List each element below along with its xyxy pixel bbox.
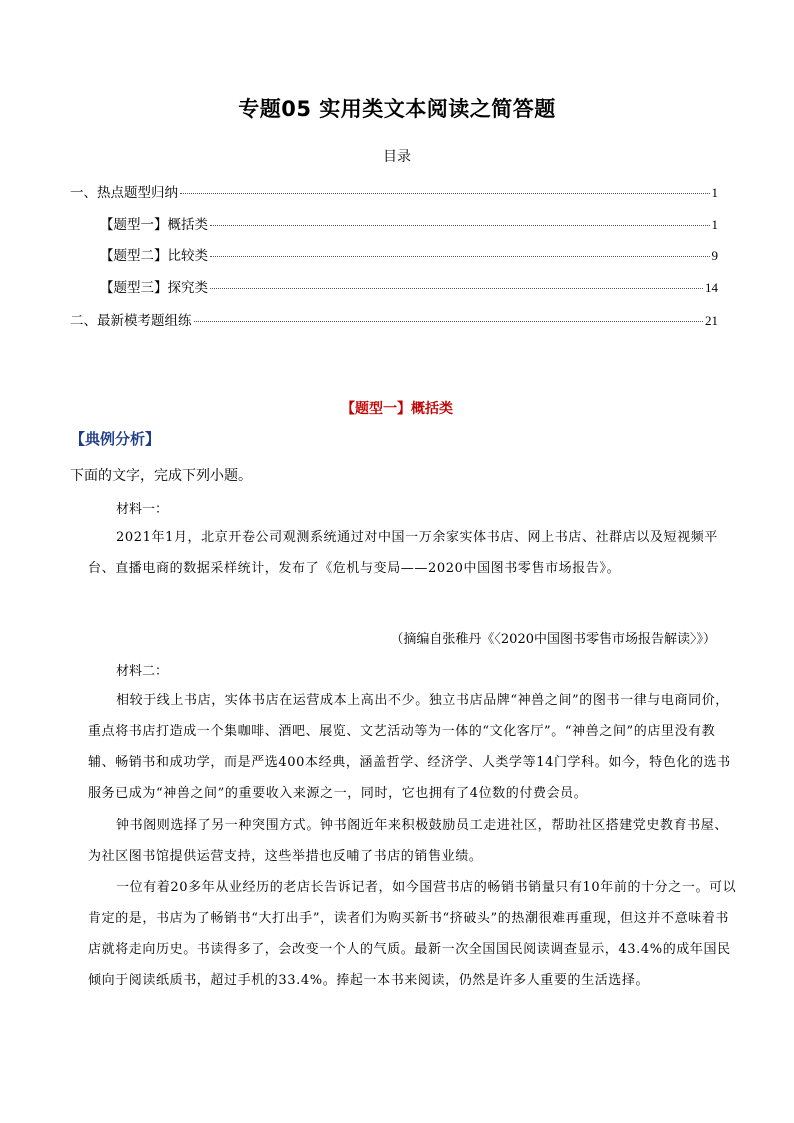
- material-two-paragraph: 钟书阁则选择了另一种突围方式。钟书阁近年来积极鼓励员工走进社区，帮助社区搭建党史教育书屋、为社区图书馆提供运营支持，这些举措也反哺了书店的销售业绩。: [88, 818, 729, 864]
- toc-entry-label: 【题型三】探究类: [100, 280, 208, 296]
- toc-leader-dots: [210, 256, 710, 257]
- question-intro: 下面的文字，完成下列小题。: [70, 468, 252, 484]
- toc-heading: 目录: [383, 149, 411, 165]
- toc-entry-label: 【题型二】比较类: [100, 248, 208, 264]
- material-two-label: 材料二：: [116, 664, 169, 679]
- toc-entry-label: 一、热点题型归纳: [70, 185, 178, 201]
- toc-entry[interactable]: [70, 309, 718, 329]
- material-two-paragraph: 一位有着20多年从业经历的老店长告诉记者，如今国营书店的畅销书销量只有10年前的十分之一。可以肯定的是，书店为了畅销书“大打出手”，读者们为购买新书“挤破头”的热潮很难再重现，但这并不意味着书店就将走向历史。书读得多了，会改变一个人的气质。最新一次全国国民阅读调查显示，43.4%的成年国民倾向于阅读纸质书，超过手机的33.4%。捧起一本书来阅读，仍然是许多人重要的生活选择。: [88, 880, 737, 988]
- example-analysis-label: 【典例分析】: [70, 430, 161, 448]
- toc-entry-label: 二、最新模考题组练: [70, 313, 192, 329]
- toc-entry-page: 1: [711, 185, 718, 200]
- toc-leader-dots: [210, 288, 703, 289]
- toc-entry-page: 1: [711, 217, 718, 232]
- section-title: 【题型一】概括类: [341, 401, 453, 417]
- toc-leader-dots: [194, 321, 704, 322]
- toc-entry[interactable]: [100, 213, 718, 233]
- document-title: 专题05 实用类文本阅读之简答题: [238, 97, 556, 121]
- toc-leader-dots: [210, 225, 710, 226]
- toc-entry-page: 21: [705, 313, 718, 328]
- material-one-text: 2021年1月，北京开卷公司观测系统通过对中国一万余家实体书店、网上书店、社群店以及短视频平台、直播电商的数据采样统计，发布了《危机与变局——2020中国图书零售市场报告》。: [88, 530, 718, 576]
- material-two-paragraph: 相较于线上书店，实体书店在运营成本上高出不少。独立书店品牌“神兽之间”的图书一律与电商同价，重点将书店打造成一个集咖啡、酒吧、展览、文艺活动等为一体的“文化客厅”。“神兽之间”的店里没有教辅、畅销书和成功学，而是严选400本经典，涵盖哲学、经济学、人类学等14门学科。如今，特色化的选书服务已成为“神兽之间”的重要收入来源之一，同时，它也拥有了4位数的付费会员。: [88, 693, 731, 801]
- material-one-source: （摘编自张稚丹《〈2020中国图书零售市场报告解读〉》）: [390, 632, 716, 647]
- toc-entry[interactable]: [100, 244, 718, 264]
- toc-entry-page: 9: [711, 248, 718, 263]
- toc-entry[interactable]: [70, 181, 718, 201]
- material-one-label: 材料一：: [116, 502, 169, 517]
- toc-entry-page: 14: [705, 280, 718, 295]
- toc-leader-dots: [180, 193, 710, 194]
- toc-entry-label: 【题型一】概括类: [100, 217, 208, 233]
- toc-entry[interactable]: [100, 276, 718, 296]
